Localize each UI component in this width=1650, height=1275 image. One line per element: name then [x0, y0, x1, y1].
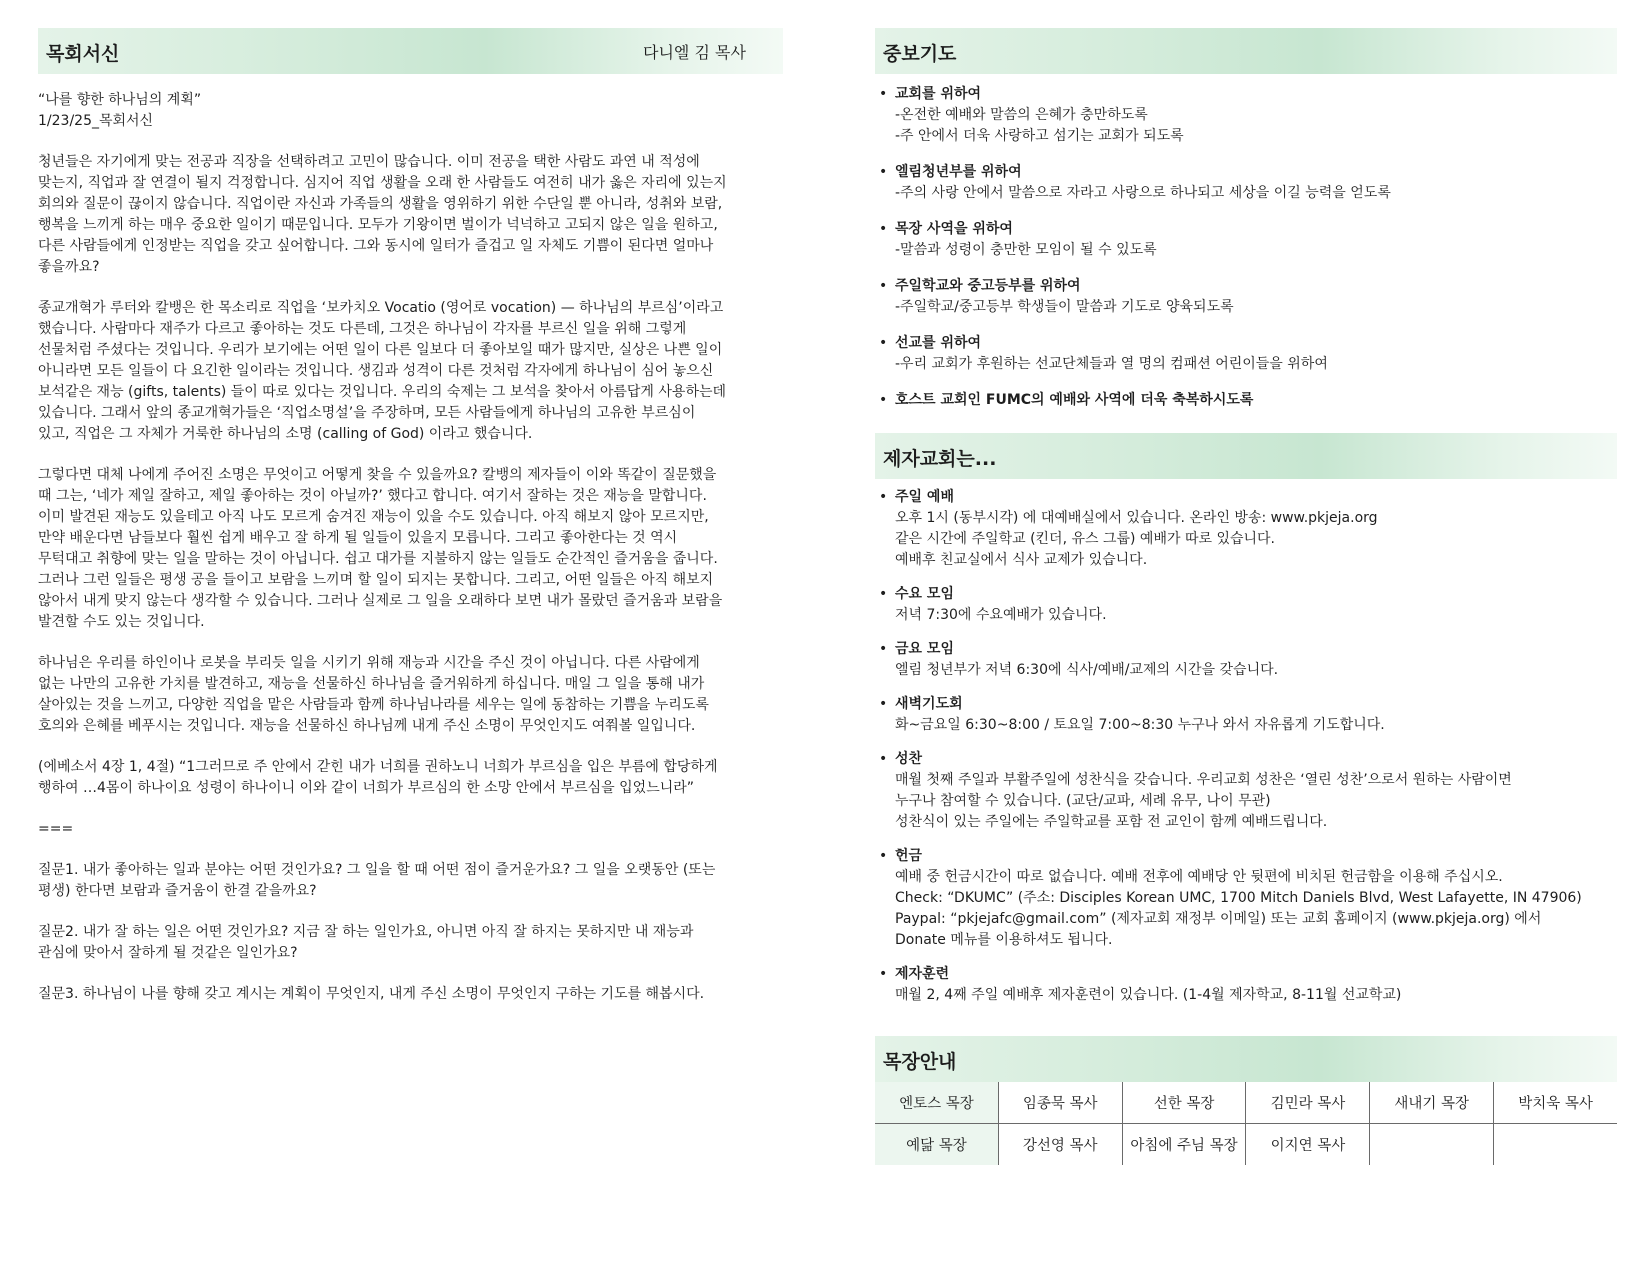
item-heading: 엘림청년부를 위하여 [895, 164, 1022, 180]
item-detail: -주 안에서 더욱 사랑하고 섬기는 교회가 되도록 [895, 128, 1184, 144]
item-detail: Check: “DKUMC” (주소: Disciples Korean UMC, 1700 Mitch Daniels Blvd, West Lafayette, IN 47906) [895, 890, 1582, 906]
prayer-header [875, 28, 1617, 74]
item-detail: -주일학교/중고등부 학생들이 말씀과 기도로 양육되도록 [895, 299, 1234, 315]
letter-paragraph [38, 984, 783, 1005]
item-heading: 금요 모임 [895, 641, 954, 657]
letter-line: 회의와 질문이 끊이지 않습니다. 직업이란 자신과 가족들의 생활을 영위하기 위한 수단일 뿐 아니라, 성취와 보람, [38, 196, 723, 212]
letter-line: 때 그는, ‘네가 제일 잘하고, 제일 좋아하는 것이 아닐까?’ 했다고 합니다. 여기서 잘하는 것은 재능을 말합니다. [38, 488, 707, 504]
letter-paragraph [38, 819, 783, 840]
letter-line: 선물처럼 주셨다는 것입니다. 우리가 보기에는 어떤 일이 다른 일보다 더 좋아보일 때가 많지만, 실상은 나쁜 일이 [38, 342, 723, 358]
prayer-item [875, 219, 1617, 261]
groups-row [875, 1082, 1617, 1124]
letter-line: 질문3. 하나님이 나를 향해 갖고 계시는 계획이 무엇인지, 내게 주신 소명이 무엇인지 구하는 기도를 해봅시다. [38, 986, 705, 1002]
section-title: 중보기도 [883, 43, 957, 65]
item-detail: -말씀과 성령이 충만한 모임이 될 수 있도록 [895, 242, 1157, 258]
bullet-icon: • [879, 164, 888, 180]
bullet-icon: • [879, 221, 888, 237]
groups-cell: 새내기 목장 [1370, 1082, 1494, 1124]
letter-line: 하나님은 우리를 하인이나 로봇을 부리듯 일을 시키기 위해 재능과 시간을 주신 것이 아닙니다. 다른 사람에게 [38, 655, 700, 671]
prayer-item [875, 84, 1617, 147]
letter-paragraph [38, 757, 783, 799]
groups-cell: 예닮 목장 [875, 1124, 998, 1166]
letter-line: 행하여 …4몸이 하나이요 성령이 하나이니 이와 같이 너희가 부르심의 한 소망 안에서 부르심을 입었느니라” [38, 780, 695, 796]
groups-cell: 선한 목장 [1122, 1082, 1246, 1124]
letter-line: 아니라면 모든 일들이 다 요긴한 일이라는 것입니다. 생김과 성격이 다른 것처럼 각자에게 하나님이 심어 놓으신 [38, 363, 714, 379]
letter-line: 있고, 직업은 그 자체가 거룩한 하나님의 소명 (calling of God) 이라고 했습니다. [38, 426, 533, 442]
groups-cell: 박치욱 목사 [1494, 1082, 1617, 1124]
item-detail: 예배 중 헌금시간이 따로 없습니다. 예배 전후에 예배당 안 뒷편에 비치된 헌금함을 이용해 주십시오. [895, 869, 1503, 885]
letter-line: 이미 발견된 재능도 있을테고 아직 나도 모르게 숨겨진 재능이 있을 수도 있습니다. 아직 해보지 않아 모르지만, [38, 509, 709, 525]
ministry-item [875, 584, 1617, 626]
letter-line: 있습니다. 그래서 앞의 종교개혁가들은 ‘직업소명설’을 주장하며, 모든 사람들에게 하나님의 고유한 부르심이 [38, 405, 696, 421]
prayer-item [875, 162, 1617, 204]
bullet-icon: • [879, 751, 888, 767]
right-column [875, 28, 1617, 1165]
letter-author: 다니엘 김 목사 [643, 43, 746, 62]
item-heading: 호스트 교회인 FUMC의 예배와 사역에 더욱 축복하시도록 [895, 392, 1254, 408]
prayer-list [875, 84, 1617, 411]
bullet-icon: • [879, 848, 888, 864]
groups-header [875, 1036, 1617, 1082]
letter-line: === [38, 821, 74, 837]
item-detail: 저녁 7:30에 수요예배가 있습니다. [895, 607, 1107, 623]
bullet-icon: • [879, 586, 888, 602]
bullet-icon: • [879, 278, 888, 294]
item-detail: 오후 1시 (동부시각) 에 대예배실에서 있습니다. 온라인 방송: www.pkjeja.org [895, 510, 1378, 526]
letter-line: (에베소서 4장 1, 4절) “1그러므로 주 안에서 갇힌 내가 너희를 권하노니 너희가 부르심을 입은 부름에 합당하게 [38, 759, 718, 775]
groups-cell: 이지연 목사 [1246, 1124, 1370, 1166]
pastoral-letter-section [38, 28, 783, 1025]
section-title: 목장안내 [883, 1051, 957, 1073]
ministry-item [875, 694, 1617, 736]
letter-line: 발견할 수도 있는 것입니다. [38, 614, 205, 630]
letter-line: 만약 배운다면 남들보다 훨씬 쉽게 배우고 잘 하게 될 일들이 있을지 모릅니다. 그리고 좋아한다는 것 역시 [38, 530, 678, 546]
item-detail: -온전한 예배와 말씀의 은혜가 충만하도록 [895, 107, 1148, 123]
letter-line: 무턱대고 취향에 맞는 일을 말하는 것이 아닙니다. 쉽고 대가를 지불하지 않는 일들도 순간적인 즐거움을 줍니다. [38, 551, 718, 567]
letter-line: 않아서 내게 맞지 않는다 생각할 수 있습니다. 그러나 실제로 그 일을 오래하다 보면 내가 몰랐던 즐거움과 보람을 [38, 593, 723, 609]
groups-cell [1370, 1124, 1494, 1166]
pastoral-letter-header [38, 28, 783, 74]
letter-line: 행복을 느끼게 하는 매우 중요한 일이기 때문입니다. 모두가 기왕이면 벌이가 넉넉하고 고되지 않은 일을 원하고, [38, 217, 718, 233]
item-detail: 화~금요일 6:30~8:00 / 토요일 7:00~8:30 누구나 와서 자유롭게 기도합니다. [895, 717, 1385, 733]
bullet-icon: • [879, 696, 888, 712]
prayer-item [875, 276, 1617, 318]
letter-line: 그러나 그런 일들은 평생 공을 들이고 보람을 느끼며 할 일이 되지는 못합니다. 그리고, 어떤 일들은 아직 해보지 [38, 572, 714, 588]
ministry-item [875, 749, 1617, 833]
groups-row [875, 1124, 1617, 1166]
item-detail: 누구나 참여할 수 있습니다. (교단/교파, 세례 유무, 나이 무관) [895, 793, 1271, 809]
letter-line: 질문2. 내가 잘 하는 일은 어떤 것인가요? 지금 잘 하는 일인가요, 아니면 아직 잘 하지는 못하지만 내 재능과 [38, 924, 694, 940]
letter-paragraph [38, 653, 783, 737]
item-detail: 엘림 청년부가 저녁 6:30에 식사/예배/교제의 시간을 갖습니다. [895, 662, 1279, 678]
letter-line: 평생) 한다면 보람과 즐거움이 한결 같을까요? [38, 883, 317, 899]
groups-table [875, 1082, 1617, 1165]
bullet-icon: • [879, 335, 888, 351]
bullet-icon: • [879, 392, 888, 408]
item-heading: 주일 예배 [895, 489, 954, 505]
ministry-item [875, 964, 1617, 1006]
ministry-header [875, 433, 1617, 479]
section-title: 목회서신 [46, 43, 120, 65]
letter-line: 청년들은 자기에게 맞는 전공과 직장을 선택하려고 고민이 많습니다. 이미 전공을 택한 사람도 과연 내 적성에 [38, 154, 700, 170]
letter-line: 1/23/25_목회서신 [38, 113, 154, 129]
prayer-item [875, 390, 1617, 411]
item-heading: 선교를 위하여 [895, 335, 982, 351]
item-heading: 새벽기도회 [895, 696, 963, 712]
letter-line: 호의와 은혜를 베푸시는 것입니다. 재능을 선물하신 하나님께 내게 주신 소명이 무엇인지도 여쭤볼 일입니다. [38, 718, 696, 734]
section-title: 제자교회는... [883, 448, 997, 470]
item-detail: Donate 메뉴를 이용하셔도 됩니다. [895, 932, 1113, 948]
groups-cell: 임종묵 목사 [998, 1082, 1122, 1124]
bullet-icon: • [879, 86, 888, 102]
prayer-item [875, 333, 1617, 375]
item-heading: 주일학교와 중고등부를 위하여 [895, 278, 1081, 294]
groups-cell: 엔토스 목장 [875, 1082, 998, 1124]
letter-line: 맞는지, 직업과 잘 연결이 될지 걱정합니다. 심지어 직업 생활을 오래 한 사람들도 여전히 내가 옳은 자리에 있는지 [38, 175, 727, 191]
item-detail: 성찬식이 있는 주일에는 주일학교를 포함 전 교인이 함께 예배드립니다. [895, 814, 1328, 830]
letter-line: 다른 사람들에게 인정받는 직업을 갖고 싶어합니다. 그와 동시에 일터가 즐겁고 일 자체도 기쁨이 된다면 얼마나 [38, 238, 714, 254]
letter-paragraph [38, 90, 783, 132]
item-heading: 헌금 [895, 848, 923, 864]
ministry-list [875, 487, 1617, 1006]
letter-line: 살아있는 것을 느끼고, 다양한 직업을 맡은 사람들과 함께 하나님나라를 세우는 일에 동참하는 기쁨을 누리도록 [38, 697, 709, 713]
letter-paragraph [38, 860, 783, 902]
letter-line: 좋을까요? [38, 259, 100, 275]
item-heading: 목장 사역을 위하여 [895, 221, 1013, 237]
item-heading: 교회를 위하여 [895, 86, 982, 102]
item-detail: 예배후 친교실에서 식사 교제가 있습니다. [895, 552, 1148, 568]
bullet-icon: • [879, 966, 888, 982]
letter-line: 했습니다. 사람마다 재주가 다르고 좋아하는 것도 다른데, 그것은 하나님이 각자를 부르신 일을 위해 그렇게 [38, 321, 687, 337]
letter-line: “나를 향한 하나님의 계획” [38, 92, 202, 108]
bullet-icon: • [879, 489, 888, 505]
item-detail: 같은 시간에 주일학교 (킨더, 유스 그룹) 예배가 따로 있습니다. [895, 531, 1276, 547]
item-detail: Paypal: “pkjejafc@gmail.com” (제자교회 재정부 이메일) 또는 교회 홈페이지 (www.pkjeja.org) 에서 [895, 911, 1542, 927]
ministry-item [875, 846, 1617, 951]
letter-paragraph [38, 298, 783, 445]
item-detail: -우리 교회가 후원하는 선교단체들과 열 명의 컴패션 어린이들을 위하여 [895, 356, 1328, 372]
item-heading: 제자훈련 [895, 966, 950, 982]
ministry-item [875, 487, 1617, 571]
item-detail: 매월 2, 4째 주일 예배후 제자훈련이 있습니다. (1-4월 제자학교, 8-11월 선교학교) [895, 987, 1402, 1003]
letter-paragraph [38, 152, 783, 278]
item-detail: 매월 첫째 주일과 부활주일에 성찬식을 갖습니다. 우리교회 성찬은 ‘열린 성찬’으로서 원하는 사람이면 [895, 772, 1512, 788]
letter-line: 그렇다면 대체 나에게 주어진 소명은 무엇이고 어떻게 찾을 수 있을까요? 칼뱅의 제자들이 이와 똑같이 질문했을 [38, 467, 717, 483]
letter-body [38, 90, 783, 1005]
item-detail: -주의 사랑 안에서 말씀으로 자라고 사랑으로 하나되고 세상을 이길 능력을 얻도록 [895, 185, 1391, 201]
letter-line: 질문1. 내가 좋아하는 일과 분야는 어떤 것인가요? 그 일을 할 때 어떤 점이 즐거운가요? 그 일을 오랫동안 (또는 [38, 862, 716, 878]
letter-line: 관심에 맞아서 잘하게 될 것같은 일인가요? [38, 945, 298, 961]
ministry-item [875, 639, 1617, 681]
item-heading: 수요 모임 [895, 586, 954, 602]
letter-line: 없는 나만의 고유한 가치를 발견하고, 재능을 선물하신 하나님을 즐거워하게 하십니다. 매일 그 일을 통해 내가 [38, 676, 705, 692]
letter-line: 종교개혁가 루터와 칼뱅은 한 목소리로 직업을 ‘보카치오 Vocatio (영어로 vocation) — 하나님의 부르심’이라고 [38, 300, 724, 316]
item-heading: 성찬 [895, 751, 923, 767]
letter-paragraph [38, 465, 783, 633]
groups-cell [1494, 1124, 1617, 1166]
letter-paragraph [38, 922, 783, 964]
groups-cell: 강선영 목사 [998, 1124, 1122, 1166]
bullet-icon: • [879, 641, 888, 657]
groups-cell: 아침에 주님 목장 [1122, 1124, 1246, 1166]
letter-line: 보석같은 재능 (gifts, talents) 들이 따로 있다는 것입니다. 우리의 숙제는 그 보석을 찾아서 아름답게 사용하는데 [38, 384, 727, 400]
groups-cell: 김민라 목사 [1246, 1082, 1370, 1124]
